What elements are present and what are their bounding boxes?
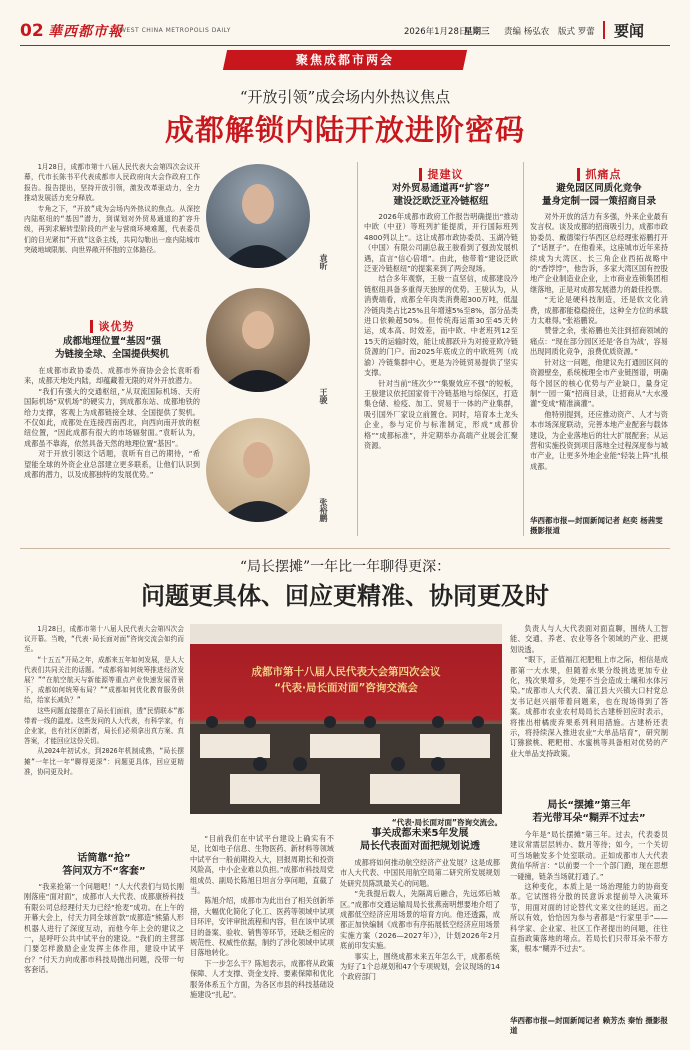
- column-rule: [523, 162, 524, 536]
- story2-credit: 华西都市报—封面新闻记者 赖芳杰 秦怡 摄影报道: [510, 1016, 668, 1035]
- col-b-title-1: 事关成都未来5年发展: [371, 828, 469, 839]
- body-paragraph: 赞誉之余，张裕鹏也关注到招商领域的痛点：“现在部分园区还是‘各自为战’，容易出现同质化竞争，浪费优质资源。”: [530, 326, 668, 357]
- tag-pain-point: [528, 166, 670, 182]
- meeting-scene: [190, 624, 502, 814]
- body-paragraph: “目前我们在中试平台建设上确实有不足，比如电子信息、生物医药、新材料等领域中试平台一般前期投入大，回报周期长和投资风险高，中小企业难以负担。”成都市科技局党组成员、副局长陈旭日坦言分享问题，直截了当。: [190, 834, 334, 896]
- photo-banner-line1: 成都市第十八届人民代表大会第四次会议: [251, 666, 441, 678]
- story2-headline: 问题更具体、回应更精准、协同更及时: [141, 582, 549, 610]
- designer-credit: 版式 罗蕾: [558, 27, 595, 37]
- col-b-title-2: 局长代表面对面把规划说透: [360, 841, 480, 852]
- story1-kicker: “开放引领”成会场内外热议焦点: [239, 88, 451, 106]
- newspaper-logo: 華西都市報: [48, 24, 123, 40]
- body-paragraph: 成都将如何推动航空经济产业发展？这是成都市人大代表、中国民用航空局第二研究所发展规划处研究员陈凯最关心的问题。: [340, 858, 500, 888]
- body-paragraph: 事实上，围绕成都未来五年怎么干，成都系统为好了1个总规划和47个专项规划，会议现场的14个政府部门: [340, 951, 500, 982]
- masthead-rule: [20, 45, 670, 46]
- story2-kicker: “局长摆摊”一年比一年聊得更深：: [239, 559, 451, 575]
- body-paragraph: 针对当前“班次少”“集聚效应不强”的短板，王骏建议依托国家骨干冷链基地与综保区，打造集仓储、检疫、加工、贸易于一体的产业集群，吸引国外厂家设立前置仓。同时，培育本土龙头企业，参与定价与标准制定，形成“成都价格”“成都标准”，并定期举办高端产业展会汇聚资源。: [364, 378, 518, 450]
- lead-paragraph: 1月28日，成都市第十八届人民代表大会第四次会议开幕，代市长陈书平代表成都市人民政府向大会作政府工作报告。报告提出，坚持开放引领，激发改革驱动力，全力推动发展活力充分释放。: [24, 163, 200, 203]
- story2-lead: [24, 624, 184, 846]
- body-paragraph: 负责人与人大代表面对面直聊，围绕人工智能、交通、养老、农业等各个领域的产业、把规划说透。: [510, 624, 668, 654]
- body-paragraph: “我来抢第一个问题吧！”人大代表们与局长刚刚落座“面对面”，成都市人大代表、成都康桥科技有限公司总经理付天力已经“抢麦”成功。在上午的开幕大会上，付天力同全球首款“成都造”熊猫人形机器人进行了深度互动，而他今年上会的建议之一，是呼吁公共中试平台的建设。“我们的主营部门要怎样激励企业发挥主体作用，建设中试平台？”付天力向成都市科技局抛出问题，没带一句客套话。: [24, 882, 184, 975]
- page-number: 02: [20, 21, 44, 41]
- body-paragraph: “我们有强大的交通枢纽，”从双流国际机场、天府国际机场“双机场”的硬实力，到成都东站、成都地铁的给力支撑，客观上为成都链接全球、全国提供了契机。不仅如此，成都处在连接西南西北，向西向南开放的枢纽位置，“因此成都有很大的市场辐射面。”袁昕认为，成都虽不靠海，依然具备天然的地理位置“基因”。: [24, 386, 200, 448]
- newspaper-logo-en: WEST CHINA METROPOLIS DAILY: [120, 27, 231, 34]
- portrait-figure: [206, 288, 310, 392]
- story2-col-a: [190, 834, 334, 1034]
- section-separator: [20, 548, 670, 549]
- body-paragraph: 下一步怎么干？陈旭表示，成都将从政策保障、人才支撑、资金支持、要素保障和优化服务体系五个方面，为各区市县的科技基础设施建设“扎起”。: [190, 958, 334, 1000]
- masthead-divider: [603, 21, 605, 39]
- issue-date: 2026年1月28日: [404, 27, 468, 37]
- lead-paragraph: 从2024年初试水，到2026年机制成熟，“局长摆摊”一年比一年“聊得更深”：问题更具体，回应更精准，协同更及时。: [24, 747, 184, 776]
- portrait-name: 张裕鹏: [319, 498, 328, 522]
- sub-left-title-1: 话筒靠“抢”: [77, 853, 131, 864]
- left-title-2: 为链接全球、全国提供契机: [54, 349, 169, 360]
- tag-advantage: [24, 318, 200, 334]
- tag-suggestion: [362, 166, 520, 182]
- portrait-name: 王骏: [319, 388, 328, 404]
- mid-title-1: 对外贸易通道再“扩容”: [392, 183, 490, 194]
- lead-paragraph: 1月28日，成都市第十八届人民代表大会第四次会议开幕。当晚，“代表·局长面对面”咨询交流会如约而至。: [24, 625, 184, 654]
- column-rule: [357, 162, 358, 536]
- col-c-title-1: 局长“摆摊”第三年: [547, 800, 631, 811]
- story1-credit: 华西都市报—封面新闻记者 赵奕 杨茜雯 摄影报道: [530, 516, 663, 535]
- story2-col-c: [510, 624, 668, 792]
- sub-left-title-2: 答问双方不“客套”: [62, 866, 146, 877]
- right-title-1: 避免园区同质化竞争: [556, 183, 642, 194]
- story1-headline: 成都解锁内陆开放进阶密码: [164, 113, 525, 147]
- editor-credit: 责编 杨弘农: [504, 27, 550, 37]
- right-body: [530, 212, 668, 514]
- right-title-2: 量身定制一园一策招商目录: [541, 196, 656, 207]
- left-title-1: 成都地理位置“基因”强: [63, 336, 161, 347]
- tag-advantage-text: 谈优势: [98, 320, 135, 333]
- story2-col-b: [340, 858, 500, 1034]
- body-paragraph: “无论是硬科技制造，还是软文化消费，成都都能稳稳接住，这种全方位的承载力太难得。”张裕鹏说。: [530, 295, 668, 326]
- sub-left-body: [24, 882, 184, 1032]
- body-paragraph: 他特别提到，还应推动资产、人才与资本市场深度联动，完善本地产业配套与载体建设，为企业落地后的壮大扩展配套；从运营和实施投资到项目落地全过程深度参与城市产业，让更多外地企业能“轻装上阵”扎根成都。: [530, 409, 668, 471]
- body-paragraph: 2026年成都市政府工作报告明确提出“推动中欧（中亚）等班列扩能提质，开行国际班列4800列以上”。这让成都市政协委员、玉湖冷链（中国）有限公司副总裁王骏看到了强劲发展机遇，直言“信心倍增”。由此，他带着“建设泛欧泛亚冷链枢纽”的提案来到了两会现场。: [364, 212, 518, 274]
- photo-caption: “代表·局长面对面”咨询交流会。: [391, 818, 502, 827]
- section-name: 要闻: [614, 22, 645, 40]
- mid-body: [364, 212, 518, 538]
- body-paragraph: 陈旭介绍，成都市为此出台了相关创新举措，大幅优化简化了化工、医药等领域中试项目环评，安评审批流程和内容，但在该中试项目的备案、验收、销售等环节，还缺乏相应的规范性、权威性依据，制约了涉化领域中试项目落地转化。: [190, 896, 334, 958]
- body-paragraph: 这种变化，本质上是一场治理能力的协商变革。它试图将分散的民意诉求提前导入决策环节，用面对面的讨论替代文来文往的延迟。而之所以有效，恰恰因为参与者都是“行家里手”——科学家、企业家、社区工作者提出的问题，往往直指政策落地的堵点。若局长们只带耳朵不带方案，根本“糊弄不过去”。: [510, 882, 668, 954]
- portrait-photo: [206, 164, 310, 268]
- tag-pain-point-text: 抓痛点: [585, 168, 622, 181]
- portrait-name: 袁昕: [319, 254, 328, 270]
- body-paragraph: 结合多年观察，王骏一直坚信，成都建设冷链枢纽具备多重得天独厚的优势。王骏认为，从消费端看，成都全年肉类消费超300万吨，低温冷链肉类占比25%且年增速5%至8%，部分品类进口依赖超50%。但传统海运需30至45天转运，成本高、时效差，而中欧、中老班列12至15天的运输时效，能让成都跃升为对接亚欧冷链货源的门户。而2025年底成立的中欧班列（成渝）冷链集群中心，更是为冷链贸易提供了坚实支撑。: [364, 274, 518, 378]
- topic-banner-text: 聚焦成都市两会: [295, 53, 394, 67]
- body-paragraph: “先我提后载人，先隔离后融合，先远郊后城区。”成都市交通运输局局长张燕南明想要地介绍了成都低空经济应用场景的培育方向。他还透露，成都正加快编制《成都市有序拓展低空经济应用场景实施方案（2026—2027年）》，计划2026年2月底前印发实施。: [340, 889, 500, 951]
- lead-paragraph: 这些问题直接摆在了局长们面前，透“民情联本”都带着一线的温度。这些发问的人大代表，有科学家，有企业家，也有社区创新者，局长们必须拿出真方案、真答案，才能回应这份关切。: [24, 706, 184, 746]
- left-body: [24, 366, 200, 540]
- body-paragraph: 针对这一问题，他建议先打通园区间的资源壁垒，系统梳理全市产业链图谱，明确每个园区的核心优势与产业缺口，量身定制“一园一策”招商目录，让招商从“大水漫灌”变成“精准滴灌”。: [530, 357, 668, 409]
- lead-paragraph: 专角之下，“开放”成为会场内外热议的焦点。从深挖内陆枢纽的“基因”潜力，到谋划对外贸易通道的扩容升级，再到求解转型阶段的产业与营商环境难题，代表委员们的目光紧扣“开放”这条主线，共同勾勒出一座内陆城市突破地域限制、向世界敞开怀抱的立体路径。: [24, 204, 200, 255]
- mid-title-2: 建设泛欧泛亚冷链枢纽: [393, 196, 489, 207]
- body-paragraph: 在成都市政协委员、成都市外商协会会长袁昕看来，成都天地处内陆，却蕴藏着无限的对外开放潜力。: [24, 366, 200, 386]
- story2-col-c2: [510, 830, 668, 1016]
- portrait-photo: [206, 418, 310, 522]
- issue-weekday: 星期三: [464, 27, 490, 37]
- portrait-figure: [206, 164, 310, 268]
- portrait-figure: [206, 418, 310, 522]
- body-paragraph: 对于开放引领这个话题，袁昕有自己的期待，“希望能全球的外资企业总部建立更多联系，让他们认识到成都的潜力，以及成都独特的发展优势。”: [24, 449, 200, 480]
- body-paragraph: 今年是“局长摆摊”第三年。过去，代表委员建议常需层层转办、数月等待；如今，一个关切可当场触发多个处室联动。正如成都市人大代表黄仙华所言：“以前要一个一个部门跑，现在思想一碰撞，链条当场就打通了。”: [510, 830, 668, 881]
- photo-banner-line2: “代表·局长面对面”咨询交流会: [274, 682, 418, 694]
- portrait-column: [206, 160, 340, 540]
- portrait-photo: [206, 288, 310, 392]
- body-paragraph: 对外开放的活力有多强，外来企业最有发言权。谈及成都的招商吸引力，成都市政协委员、戴德梁行华西区总经理张裕鹏打开了“话匣子”。在他看来，这座城市近年来持续成为大湾区、长三角企业西拓战略中的“香饽饽”，他告诉，多家大湾区国有控股地产企业制造业企业，上市商业连锁集团相继落地，正是对成都发展潜力的最佳投票。: [530, 212, 668, 294]
- lead-paragraph: “十五五”开局之年，成都来五年如何发展，是人大代表们共同关注的话题。“成都将如何统筹推进经济发展？”“在航空航天与新能源等重点产业快速发展背景下，成都如何统筹布局？”“成都如何优化教育服务供给，给家长减负？”: [24, 655, 184, 705]
- masthead: [0, 18, 690, 44]
- body-paragraph: “眼下，正值福江祀肥粗上市之际，相信是成都第一大水果，但随着水果分级挑选更加专业化，残次果增多，处理不当会造成土壤和水体污染。”成都市人大代表、蒲江县大兴镇大口村党总支书记赵兴丽带着问题来，也在现场得到了答案。成都市农业农村局局长古建桥回应时表示，将推出柑橘废弃果系列利用措施。古建桥还表示，将持续深入推进农业“大单品培育”，研究制订猕猴桃、粑粑柑、水蜜桃等具备相对优势的产业大单品支持政策。: [510, 655, 668, 758]
- tag-suggestion-text: 提建议: [427, 168, 464, 181]
- meeting-photo: [190, 624, 502, 814]
- col-c-title-2: 若光带耳朵“糊弄不过去”: [532, 813, 646, 824]
